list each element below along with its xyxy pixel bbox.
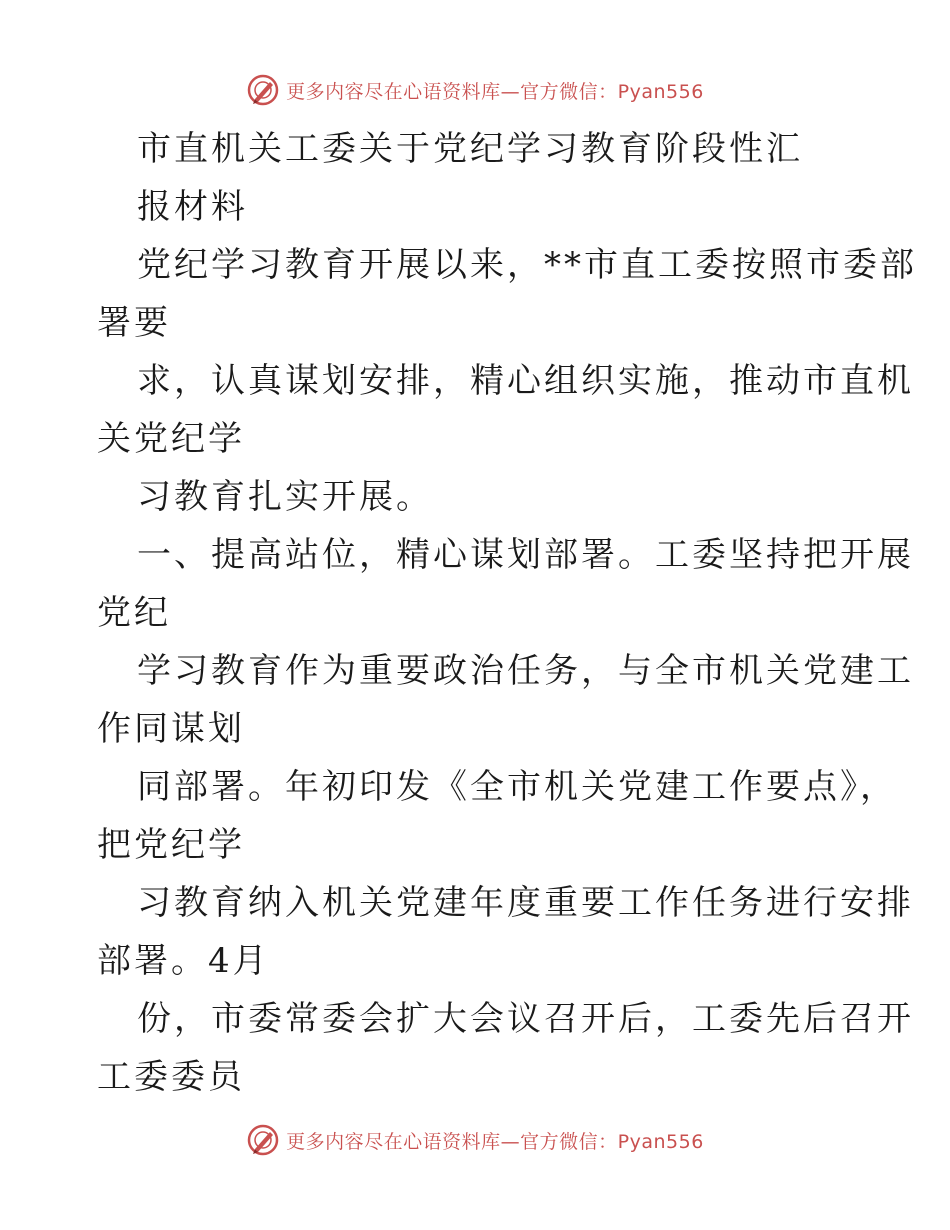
text-line: 部署。4月 xyxy=(97,941,270,981)
header-watermark xyxy=(0,70,950,110)
text-line: 市直机关工委关于党纪学习教育阶段性汇 xyxy=(137,129,803,169)
footer-watermark xyxy=(0,1120,950,1160)
text-line: 署要 xyxy=(97,303,171,343)
pen-logo-icon xyxy=(246,73,280,107)
text-line: 习教育纳入机关党建年度重要工作任务进行安排 xyxy=(137,883,914,923)
text-line: 同部署。年初印发《全市机关党建工作要点》， xyxy=(137,767,897,807)
pen-logo-icon xyxy=(246,1123,280,1157)
text-line: 份，市委常委会扩大会议召开后，工委先后召开 xyxy=(137,999,914,1039)
document-body xyxy=(97,120,917,1106)
text-line: 报材料 xyxy=(137,187,248,227)
text-line: 作同谋划 xyxy=(97,709,245,749)
text-line: 工委委员 xyxy=(97,1057,245,1097)
text-line: 学习教育作为重要政治任务，与全市机关党建工 xyxy=(137,651,914,691)
text-line: 习教育扎实开展。 xyxy=(137,477,433,517)
watermark-text: 更多内容尽在心语资料库—官方微信：Pyan556 xyxy=(286,1130,704,1153)
text-line: 把党纪学 xyxy=(97,825,245,865)
text-line: 党纪 xyxy=(97,593,171,633)
text-line: 关党纪学 xyxy=(97,419,245,459)
text-line: 求，认真谋划安排，精心组织实施，推动市直机 xyxy=(137,361,914,401)
text-line: 一、提高站位，精心谋划部署。工委坚持把开展 xyxy=(137,535,914,575)
text-line: 党纪学习教育开展以来，**市直工委按照市委部 xyxy=(137,245,917,285)
watermark-text: 更多内容尽在心语资料库—官方微信：Pyan556 xyxy=(286,80,704,103)
